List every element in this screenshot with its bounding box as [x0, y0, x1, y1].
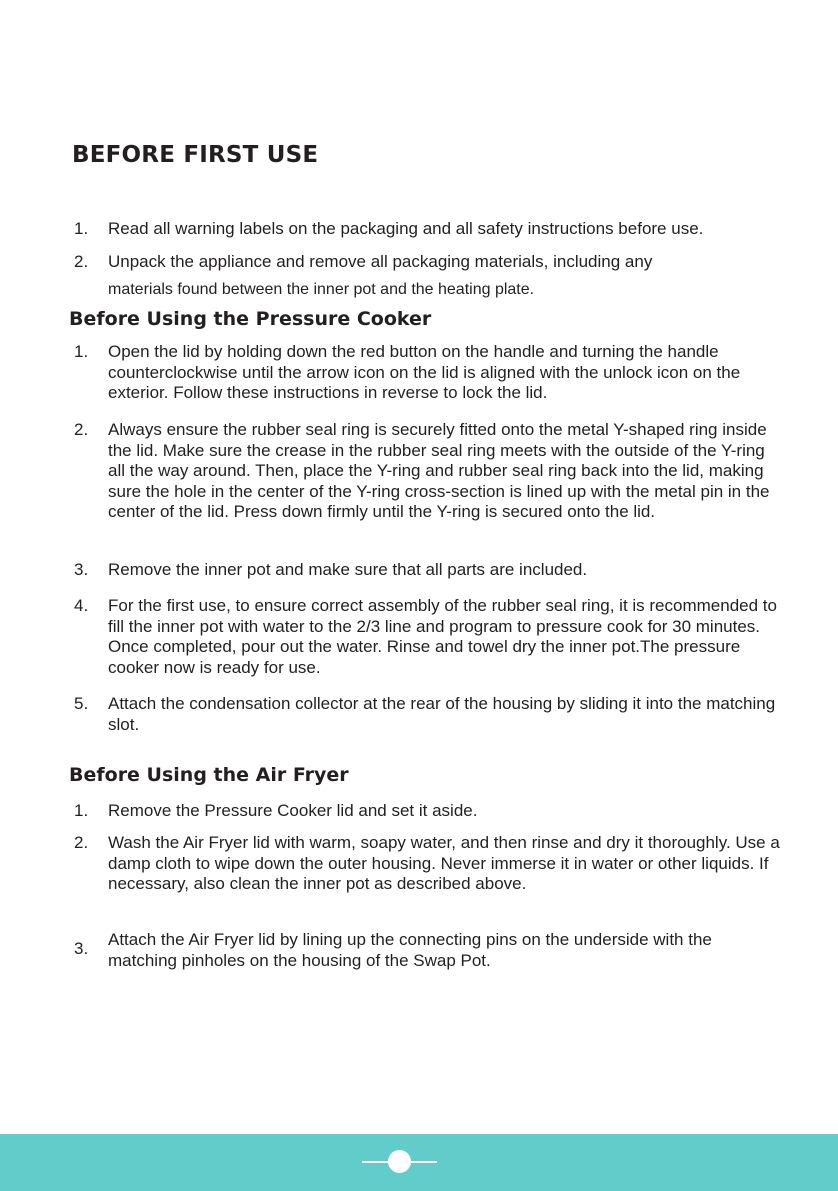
pressure-cooker-heading: Before Using the Pressure Cooker — [69, 308, 432, 330]
item-text: Attach the condensation collector at the rear of the housing by sliding it into the matching slot. — [108, 694, 776, 734]
item-text: Attach the Air Fryer lid by lining up the connecting pins on the underside with the matching pinholes on the housing of the Swap Pot. — [108, 930, 712, 970]
item-text: Always ensure the rubber seal ring is securely fitted onto the metal Y-shaped ring inside the lid. Make sure the crease in the rubber seal ring meets with the outside of the Y-ring all the way around. Then, place the Y-ring and rubber seal ring back into the lid, making sure the hole in the center of the Y-ring cross-section is lined up with the metal pin in the center of the lid. Press down firmly until the Y-ring is secured onto the lid. — [108, 420, 770, 522]
item-number: 2. — [74, 252, 89, 271]
item-text: Unpack the appliance and remove all packaging materials, including any — [108, 252, 653, 271]
air-fryer-heading: Before Using the Air Fryer — [69, 764, 349, 786]
item-number: 2. — [74, 420, 89, 439]
item-number: 1. — [74, 342, 89, 361]
item-text-continued: materials found between the inner pot and the heating plate. — [108, 281, 535, 298]
footer-bar — [0, 1134, 838, 1191]
item-text: Open the lid by holding down the red button on the handle and turning the handle counterclockwise until the arrow icon on the lid is aligned with the unlock icon on the exterior. Follow these instructions in reverse to lock the lid. — [108, 342, 741, 403]
item-text: Wash the Air Fryer lid with warm, soapy water, and then rinse and dry it thoroughly. Use a damp cloth to wipe down the outer housing. Never immerse it in water or other liquids. If necessary, also clean the inner pot as described above. — [108, 833, 780, 894]
item-number: 3. — [74, 939, 89, 958]
item-number: 4. — [74, 596, 89, 615]
item-text: Read all warning labels on the packaging and all safety instructions before use. — [108, 219, 704, 238]
item-number: 2. — [74, 833, 89, 852]
item-number: 1. — [74, 801, 89, 820]
item-text: Remove the Pressure Cooker lid and set it aside. — [108, 801, 478, 820]
footer-line-right — [411, 1161, 437, 1163]
item-number: 1. — [74, 219, 89, 238]
item-text: For the first use, to ensure correct assembly of the rubber seal ring, it is recommended to fill the inner pot with water to the 2/3 line and program to pressure cook for 30 minutes. Once completed, pour out the water. Rinse and towel dry the inner pot.The pressure cooker now is ready for use. — [108, 596, 777, 677]
item-number: 3. — [74, 560, 89, 579]
page-indicator-circle — [388, 1150, 411, 1173]
footer-line-left — [362, 1161, 388, 1163]
item-number: 5. — [74, 694, 89, 713]
item-text: Remove the inner pot and make sure that all parts are included. — [108, 560, 588, 579]
page-title: BEFORE FIRST USE — [72, 142, 319, 168]
